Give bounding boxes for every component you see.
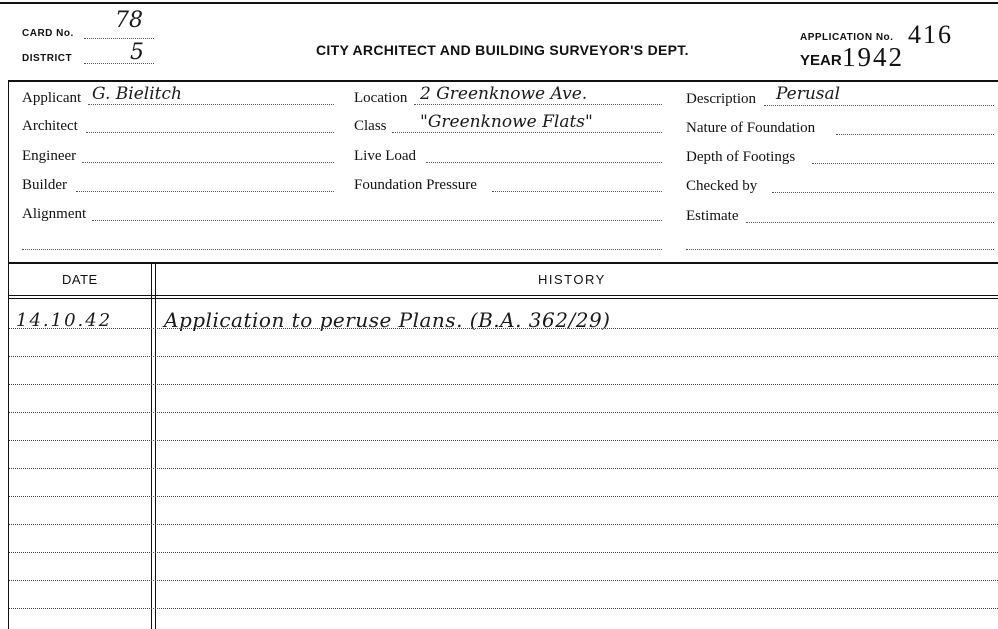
- checked-by-line: [772, 192, 994, 193]
- engineer-label: Engineer: [22, 148, 77, 164]
- architect-line: [86, 132, 334, 133]
- nature-of-foundation-label: Nature of Foundation: [686, 120, 816, 136]
- year-label: YEAR: [800, 52, 842, 69]
- blank-line: [22, 249, 662, 250]
- class-line: [392, 132, 662, 133]
- architect-label: Architect: [22, 118, 78, 134]
- history-header: HISTORY: [538, 272, 606, 287]
- district-label: DISTRICT: [22, 53, 73, 64]
- depth-of-footings-label: Depth of Footings: [686, 149, 796, 165]
- foundation-pressure-line: [492, 191, 662, 192]
- card-no-line: [84, 38, 154, 39]
- estimate-line: [746, 222, 994, 223]
- date-header: DATE: [62, 272, 98, 287]
- builder-line: [76, 191, 334, 192]
- table-row-line: [8, 468, 998, 469]
- table-row-line: [8, 440, 998, 441]
- location-label: Location: [354, 90, 408, 106]
- department-title: CITY ARCHITECT AND BUILDING SURVEYOR'S DEPT.: [316, 42, 689, 58]
- alignment-line: [92, 220, 662, 221]
- class-label: Class: [354, 118, 387, 134]
- application-no-label: APPLICATION No.: [800, 32, 894, 43]
- table-row-line: [8, 496, 998, 497]
- checked-by-label: Checked by: [686, 178, 758, 194]
- card-no-value: 78: [115, 8, 143, 33]
- district-value: 5: [130, 40, 144, 65]
- live-load-label: Live Load: [354, 148, 417, 164]
- engineer-line: [82, 162, 334, 163]
- location-line: [414, 104, 662, 105]
- application-no-value: 416: [908, 20, 953, 49]
- class-value: "Greenknowe Flats": [420, 112, 593, 132]
- table-row-line: [8, 580, 998, 581]
- description-label: Description: [686, 91, 756, 107]
- description-value: Perusal: [776, 84, 841, 104]
- depth-of-footings-line: [812, 163, 994, 164]
- description-line: [764, 105, 994, 106]
- applicant-value: G. Bielitch: [92, 84, 182, 104]
- table-row-line: [8, 552, 998, 553]
- location-value: 2 Greenknowe Ave.: [420, 84, 588, 104]
- header-divider: [8, 80, 998, 82]
- history-row-entry: Application to peruse Plans. (B.A. 362/29): [164, 308, 611, 332]
- table-row-line: [8, 608, 998, 609]
- table-row-line: [8, 384, 998, 385]
- history-top-border: [8, 262, 998, 264]
- applicant-label: Applicant: [22, 90, 82, 106]
- nature-of-foundation-line: [836, 134, 994, 135]
- estimate-label: Estimate: [686, 208, 739, 224]
- history-row-date: 14.10.42: [16, 310, 113, 331]
- foundation-pressure-label: Foundation Pressure: [354, 177, 477, 193]
- card-no-label: CARD No.: [22, 28, 74, 39]
- history-header-rule-2: [8, 298, 998, 299]
- table-row-line: [8, 524, 998, 525]
- top-border: [0, 2, 998, 4]
- table-row-line: [8, 412, 998, 413]
- builder-label: Builder: [22, 177, 67, 193]
- live-load-line: [426, 162, 662, 163]
- alignment-label: Alignment: [22, 206, 87, 222]
- left-edge: [8, 80, 9, 629]
- table-row-line: [8, 356, 998, 357]
- date-column-divider-1: [151, 263, 152, 629]
- table-row-line: [8, 328, 998, 329]
- history-header-rule: [8, 295, 998, 296]
- estimate-blank-line: [686, 249, 994, 250]
- year-value: 1942: [842, 42, 904, 72]
- date-column-divider-2: [155, 263, 156, 629]
- applicant-line: [88, 104, 334, 105]
